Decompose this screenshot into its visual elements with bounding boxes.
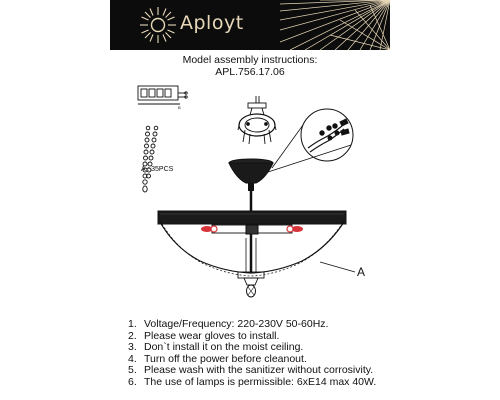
note-item: 6. The use of lamps is permissible: 6xE14 max 40W. (128, 375, 377, 388)
note-item: 3. Don`t install it on the moist ceiling. (128, 341, 304, 353)
mounting-bracket-icon (238, 96, 276, 144)
model-number: APL.756.17.06 (215, 66, 285, 78)
note-item: 2. Please wear gloves to install. (128, 329, 280, 342)
note-item: 1. Voltage/Frequency: 220-230V 50-60Hz. (128, 318, 329, 330)
brand-name: Aployt (180, 12, 244, 34)
instructions-title: Model assembly instructions: (182, 54, 318, 66)
bulb-icon (287, 226, 293, 232)
bulb-icon (211, 226, 217, 232)
callout-label: A (357, 265, 366, 279)
ceiling-canopy (229, 159, 273, 211)
crystal-count-label: A : 35PCS (141, 166, 174, 173)
crystal-strand-icon (143, 126, 158, 192)
instruction-notes (128, 319, 376, 388)
wiring-detail-zoom (268, 109, 353, 172)
note-item: 5. Please wash with the sanitizer without corrosivity. (128, 364, 374, 376)
svg-text:B: B (178, 105, 181, 110)
lamp-frame (158, 211, 346, 297)
terminal-block-icon (138, 86, 187, 104)
note-item: 4. Turn off the power before cleanout. (128, 352, 307, 365)
